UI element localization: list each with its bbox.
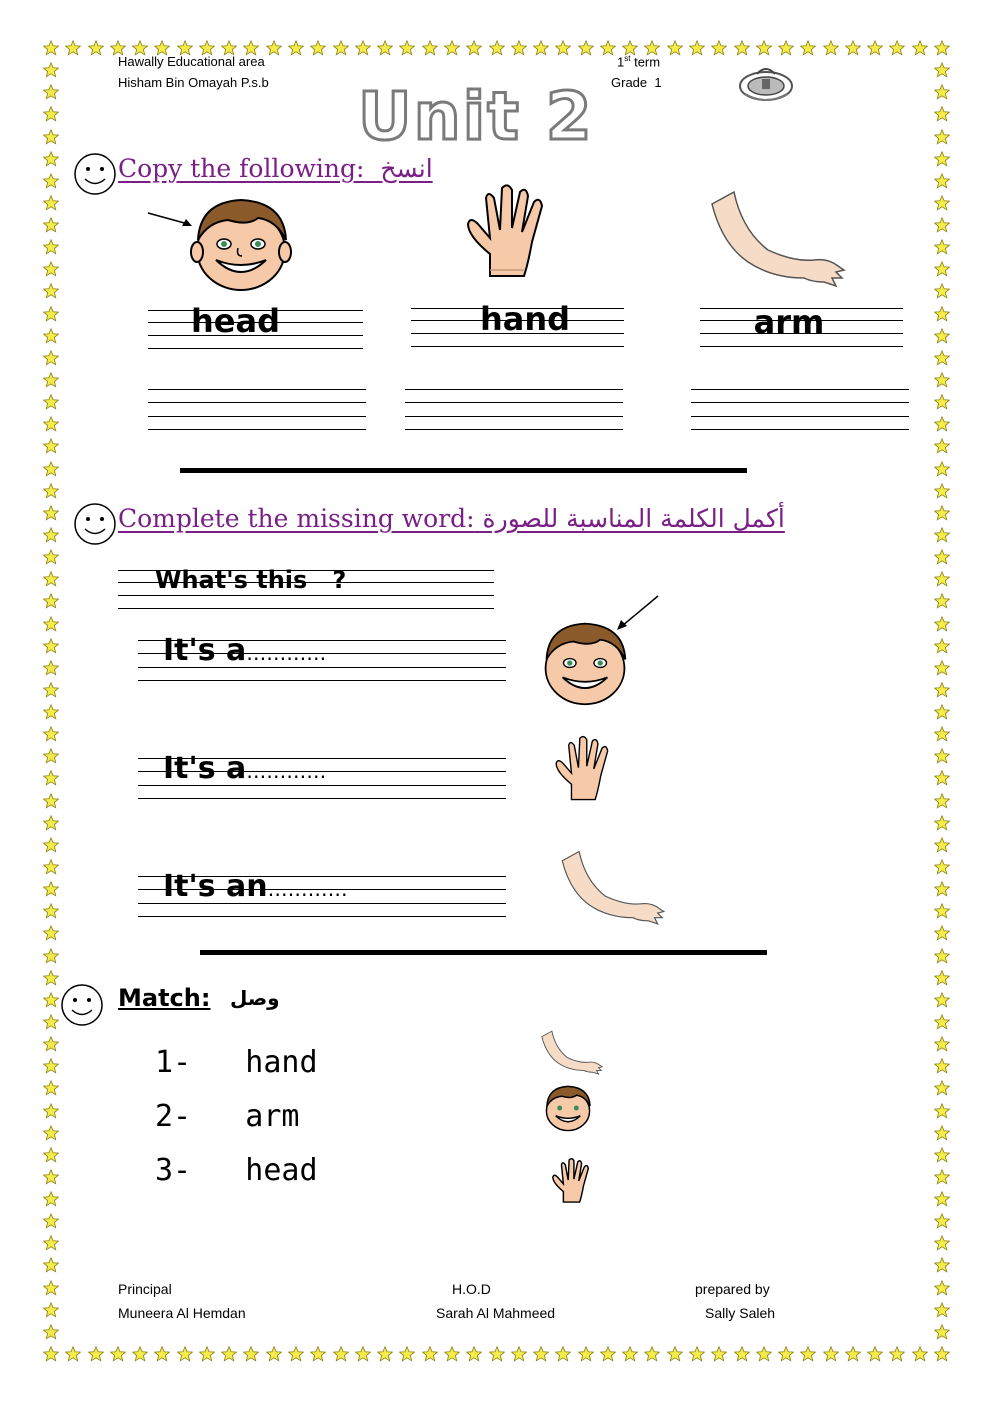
star-border-icon: [43, 1058, 59, 1074]
star-border-icon: [266, 40, 282, 56]
star-border-icon: [845, 1346, 861, 1362]
match-item-3: 3- head: [155, 1153, 318, 1188]
star-border-icon: [934, 62, 950, 78]
star-border-icon: [43, 748, 59, 764]
copy-word-hand: hand: [479, 300, 571, 338]
star-border-icon: [711, 40, 727, 56]
star-border-icon: [934, 394, 950, 410]
star-border-icon: [934, 239, 950, 255]
star-border-icon: [934, 129, 950, 145]
arm-illustration-icon: [555, 850, 671, 930]
star-border-icon: [355, 1346, 371, 1362]
star-border-icon: [43, 1125, 59, 1141]
star-border-icon: [934, 1147, 950, 1163]
star-border-icon: [43, 793, 59, 809]
star-border-icon: [43, 1257, 59, 1273]
star-border-icon: [43, 903, 59, 919]
star-border-icon: [43, 1103, 59, 1119]
star-border-icon: [934, 948, 950, 964]
star-border-icon: [934, 1346, 950, 1362]
star-border-icon: [912, 1346, 928, 1362]
footer-hod-name: Sarah Al Mahmeed: [436, 1305, 556, 1321]
head-illustration-icon: [188, 196, 294, 292]
term-ordinal: st: [624, 54, 631, 63]
star-border-icon: [43, 1235, 59, 1251]
star-border-icon: [934, 970, 950, 986]
star-border-icon: [934, 925, 950, 941]
star-border-icon: [333, 40, 349, 56]
section-divider: [200, 950, 767, 955]
star-border-icon: [333, 1346, 349, 1362]
star-border-icon: [622, 1346, 638, 1362]
star-border-icon: [578, 40, 594, 56]
star-border-icon: [243, 1346, 259, 1362]
term-label: [617, 54, 660, 69]
star-border-icon: [43, 925, 59, 941]
section-complete-title: [118, 504, 785, 533]
star-border-icon: [934, 217, 950, 233]
star-border-icon: [934, 84, 950, 100]
star-border-icon: [266, 1346, 282, 1362]
answer-sentence-2: [163, 751, 326, 786]
star-border-icon: [489, 40, 505, 56]
star-border-icon: [867, 1346, 883, 1362]
star-border-icon: [43, 1324, 59, 1340]
star-border-icon: [43, 660, 59, 676]
star-border-icon: [644, 1346, 660, 1362]
star-border-icon: [934, 593, 950, 609]
section-complete-label: Complete the missing word:: [118, 504, 475, 533]
section-copy-title: [118, 154, 433, 183]
arm-illustration-icon: [540, 1026, 604, 1082]
star-border-icon: [934, 726, 950, 742]
star-border-icon: [934, 328, 950, 344]
star-border-icon: [43, 394, 59, 410]
star-border-icon: [43, 350, 59, 366]
answer-prefix: It's a: [163, 751, 247, 786]
star-border-icon: [43, 283, 59, 299]
star-border-icon: [934, 682, 950, 698]
star-border-icon: [934, 748, 950, 764]
star-border-icon: [934, 173, 950, 189]
star-border-icon: [934, 837, 950, 853]
star-border-icon: [288, 40, 304, 56]
star-border-icon: [934, 1125, 950, 1141]
star-border-icon: [934, 306, 950, 322]
star-border-icon: [399, 40, 415, 56]
star-border-icon: [110, 1346, 126, 1362]
star-border-icon: [711, 1346, 727, 1362]
star-border-icon: [43, 1191, 59, 1207]
hand-illustration-icon: [552, 732, 616, 806]
star-border-icon: [734, 40, 750, 56]
star-border-icon: [934, 438, 950, 454]
star-border-icon: [867, 40, 883, 56]
star-border-icon: [43, 1147, 59, 1163]
section-copy-label: Copy the following:: [118, 154, 365, 183]
star-border-icon: [912, 40, 928, 56]
head-illustration-icon: [536, 620, 634, 706]
star-border-icon: [132, 1346, 148, 1362]
star-border-icon: [934, 770, 950, 786]
star-border-icon: [689, 1346, 705, 1362]
star-border-icon: [43, 505, 59, 521]
star-border-icon: [934, 549, 950, 565]
star-border-icon: [43, 704, 59, 720]
star-border-icon: [43, 1302, 59, 1318]
star-border-icon: [43, 616, 59, 632]
school-name: Hisham Bin Omayah P.s.b: [118, 75, 269, 90]
smiley-icon: [73, 152, 117, 196]
star-border-icon: [43, 815, 59, 831]
answer-blank: …………: [267, 877, 348, 901]
star-border-icon: [43, 106, 59, 122]
star-border-icon: [43, 992, 59, 1008]
star-border-icon: [43, 1036, 59, 1052]
star-border-icon: [43, 40, 59, 56]
answer-blank: …………: [246, 641, 327, 665]
star-border-icon: [756, 40, 772, 56]
answer-prefix: It's an: [163, 869, 268, 904]
star-border-icon: [934, 638, 950, 654]
smiley-icon: [73, 502, 117, 546]
star-border-icon: [934, 40, 950, 56]
star-border-icon: [889, 40, 905, 56]
copy-word-arm: arm: [753, 303, 825, 341]
star-border-icon: [43, 151, 59, 167]
star-border-icon: [823, 40, 839, 56]
star-border-icon: [934, 903, 950, 919]
star-border-icon: [43, 372, 59, 388]
answer-sentence-3: [163, 869, 348, 904]
footer-principal-title: Principal: [118, 1281, 172, 1297]
star-border-icon: [934, 483, 950, 499]
star-border-icon: [43, 483, 59, 499]
star-border-icon: [600, 1346, 616, 1362]
star-border-icon: [934, 859, 950, 875]
star-border-icon: [555, 1346, 571, 1362]
star-border-icon: [43, 837, 59, 853]
star-border-icon: [934, 571, 950, 587]
section-divider: [180, 468, 747, 473]
match-item-1: 1- hand: [155, 1045, 318, 1080]
star-border-icon: [310, 40, 326, 56]
star-border-icon: [533, 40, 549, 56]
star-border-icon: [43, 1213, 59, 1229]
star-border-icon: [533, 1346, 549, 1362]
star-border-icon: [934, 1058, 950, 1074]
section-copy-label-ar: انسخ: [380, 154, 433, 183]
star-border-icon: [934, 1280, 950, 1296]
star-border-icon: [934, 881, 950, 897]
star-border-icon: [43, 461, 59, 477]
term-word: term: [634, 54, 661, 70]
star-border-icon: [800, 1346, 816, 1362]
star-border-icon: [466, 1346, 482, 1362]
star-border-icon: [934, 106, 950, 122]
star-border-icon: [934, 151, 950, 167]
answer-sentence-1: [163, 633, 326, 668]
star-border-icon: [934, 1191, 950, 1207]
star-border-icon: [43, 195, 59, 211]
answer-blank: …………: [246, 759, 327, 783]
star-border-icon: [889, 1346, 905, 1362]
star-border-icon: [43, 1169, 59, 1185]
star-border-icon: [43, 527, 59, 543]
question-text: What's this ?: [155, 566, 347, 594]
star-border-icon: [934, 261, 950, 277]
star-border-icon: [43, 948, 59, 964]
arm-illustration-icon: [708, 190, 848, 294]
hand-illustration-icon: [462, 184, 554, 280]
star-border-icon: [43, 261, 59, 277]
star-border-icon: [934, 461, 950, 477]
star-border-icon: [43, 1080, 59, 1096]
answer-prefix: It's a: [163, 633, 247, 668]
match-item-2: 2- arm: [155, 1099, 300, 1134]
empty-writing-lines: [691, 389, 909, 431]
star-border-icon: [65, 1346, 81, 1362]
star-border-icon: [466, 40, 482, 56]
star-border-icon: [734, 1346, 750, 1362]
star-border-icon: [800, 40, 816, 56]
star-border-icon: [43, 306, 59, 322]
star-border-icon: [43, 970, 59, 986]
star-border-icon: [43, 84, 59, 100]
star-border-icon: [422, 40, 438, 56]
star-border-icon: [310, 1346, 326, 1362]
section-match-label-ar: وصل: [230, 986, 280, 1010]
star-border-icon: [43, 416, 59, 432]
empty-writing-lines: [148, 389, 366, 431]
star-border-icon: [511, 40, 527, 56]
footer-prepared-name: Sally Saleh: [705, 1305, 776, 1321]
star-border-icon: [934, 992, 950, 1008]
star-border-icon: [934, 660, 950, 676]
star-border-icon: [43, 1014, 59, 1030]
star-border-icon: [578, 1346, 594, 1362]
empty-writing-lines: [405, 389, 623, 431]
star-border-icon: [288, 1346, 304, 1362]
star-border-icon: [934, 1103, 950, 1119]
star-border-icon: [65, 40, 81, 56]
star-border-icon: [43, 593, 59, 609]
smiley-icon: [60, 982, 104, 1028]
star-border-icon: [489, 1346, 505, 1362]
star-border-icon: [934, 1036, 950, 1052]
star-border-icon: [43, 549, 59, 565]
star-border-icon: [88, 1346, 104, 1362]
star-border-icon: [934, 372, 950, 388]
star-border-icon: [43, 328, 59, 344]
star-border-icon: [399, 1346, 415, 1362]
star-border-icon: [934, 527, 950, 543]
star-border-icon: [934, 1257, 950, 1273]
hand-illustration-icon: [546, 1158, 598, 1204]
star-border-icon: [422, 1346, 438, 1362]
star-border-icon: [934, 793, 950, 809]
star-border-icon: [177, 1346, 193, 1362]
star-border-icon: [377, 1346, 393, 1362]
star-border-icon: [43, 638, 59, 654]
star-border-icon: [934, 1014, 950, 1030]
star-border-icon: [43, 571, 59, 587]
star-border-icon: [689, 40, 705, 56]
star-border-icon: [88, 40, 104, 56]
star-border-icon: [667, 40, 683, 56]
star-border-icon: [934, 1169, 950, 1185]
star-border-icon: [934, 1324, 950, 1340]
star-border-icon: [934, 704, 950, 720]
star-border-icon: [934, 416, 950, 432]
star-border-icon: [199, 1346, 215, 1362]
star-border-icon: [43, 859, 59, 875]
footer-hod-title: H.O.D: [452, 1281, 491, 1297]
star-border-icon: [934, 350, 950, 366]
ministry-emblem: [737, 64, 795, 104]
star-border-icon: [934, 1235, 950, 1251]
star-border-icon: [221, 1346, 237, 1362]
star-border-icon: [43, 438, 59, 454]
star-border-icon: [934, 616, 950, 632]
footer-prepared-title: prepared by: [695, 1281, 770, 1297]
star-border-icon: [600, 40, 616, 56]
star-border-icon: [934, 283, 950, 299]
school-area: Hawally Educational area: [118, 54, 265, 69]
star-border-icon: [845, 40, 861, 56]
star-border-icon: [43, 173, 59, 189]
star-border-icon: [43, 726, 59, 742]
star-border-icon: [778, 40, 794, 56]
star-border-icon: [778, 1346, 794, 1362]
star-border-icon: [444, 1346, 460, 1362]
star-border-icon: [154, 1346, 170, 1362]
star-border-icon: [43, 1280, 59, 1296]
star-border-icon: [934, 815, 950, 831]
star-border-icon: [756, 1346, 772, 1362]
star-border-icon: [823, 1346, 839, 1362]
star-border-icon: [511, 1346, 527, 1362]
section-complete-label-ar: أكمل الكلمة المناسبة للصورة: [482, 504, 785, 533]
head-illustration-icon: [542, 1084, 594, 1132]
footer-principal-name: Muneera Al Hemdan: [118, 1305, 246, 1321]
star-border-icon: [43, 1346, 59, 1362]
page-title: Unit 2: [358, 78, 594, 155]
grade-label: Grade 1: [611, 75, 662, 90]
star-border-icon: [934, 1302, 950, 1318]
copy-word-head: head: [191, 302, 280, 340]
star-border-icon: [377, 40, 393, 56]
star-border-icon: [934, 505, 950, 521]
star-border-icon: [444, 40, 460, 56]
star-border-icon: [43, 239, 59, 255]
star-border-icon: [934, 195, 950, 211]
section-match-title: Match:: [118, 984, 211, 1012]
star-border-icon: [43, 881, 59, 897]
star-border-icon: [934, 1213, 950, 1229]
star-border-icon: [355, 40, 371, 56]
star-border-icon: [667, 1346, 683, 1362]
star-border-icon: [43, 217, 59, 233]
star-border-icon: [43, 129, 59, 145]
star-border-icon: [555, 40, 571, 56]
term-number: 1: [617, 54, 625, 70]
star-border-icon: [934, 1080, 950, 1096]
star-border-icon: [43, 62, 59, 78]
star-border-icon: [43, 682, 59, 698]
star-border-icon: [43, 770, 59, 786]
